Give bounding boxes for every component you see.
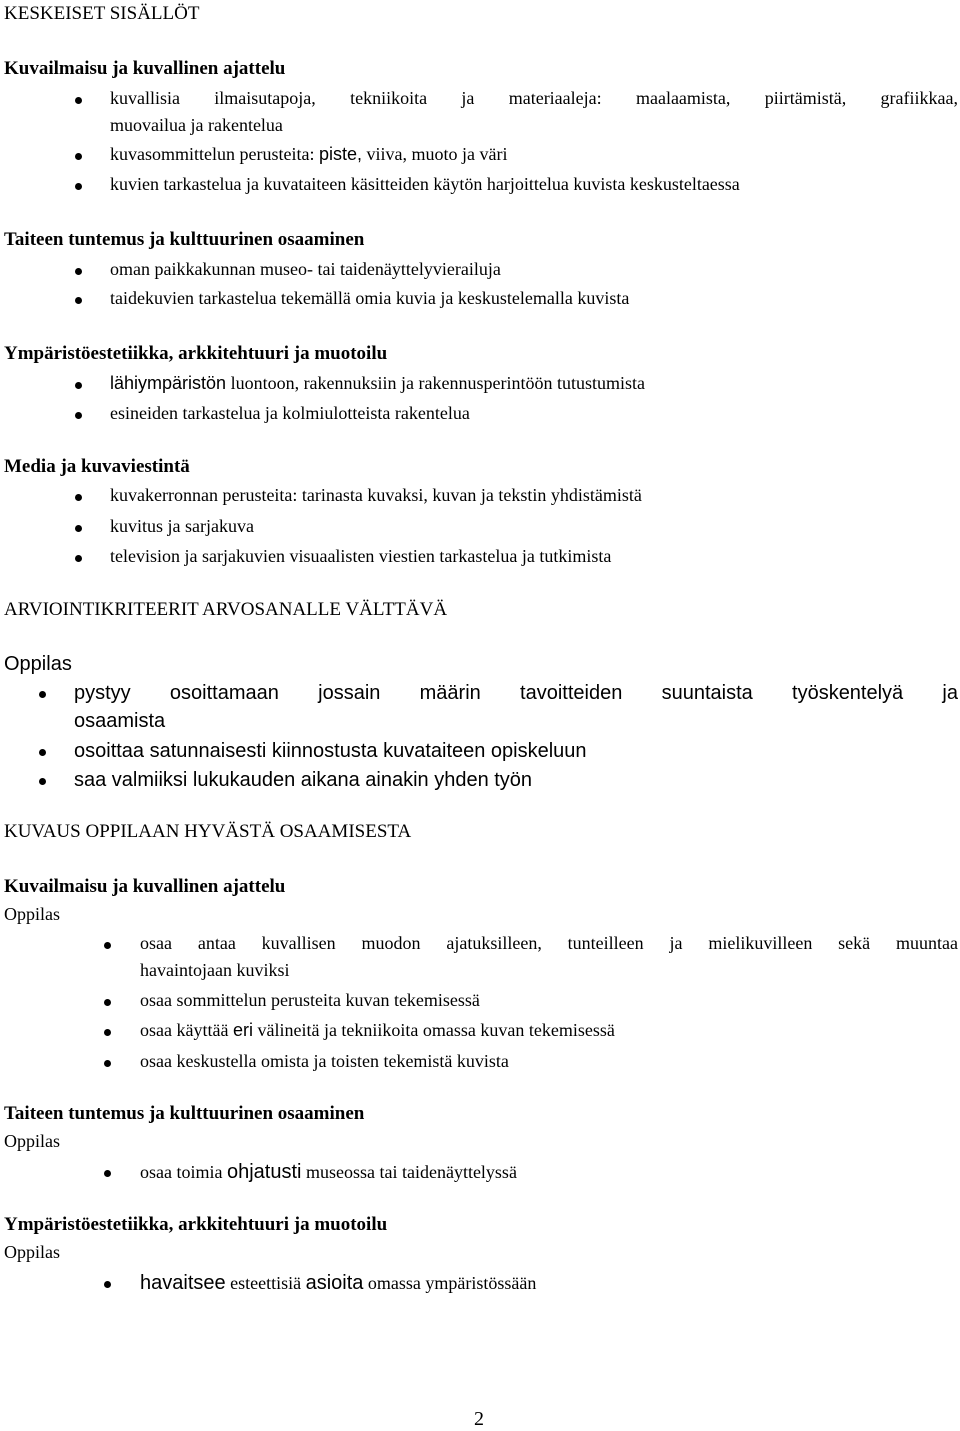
- list-item-text: välineitä ja tekniikoita omassa kuvan tekemisessä: [252, 1020, 615, 1040]
- section-heading: Ympäristöestetiikka, arkkitehtuuri ja muotoilu: [4, 343, 388, 364]
- bullet-icon: [75, 525, 82, 532]
- list-item: [140, 1161, 517, 1184]
- list-item-text: taidekuvien tarkastelua tekemällä omia kuvia ja keskustelemalla kuvista: [110, 288, 630, 308]
- list-item-text: kuvallisia ilmaisutapoja, tekniikoita ja materiaaleja: maalaamista, piirtämistä, grafiikkaa,: [110, 88, 958, 108]
- list-item-text: muovailua ja rakentelua: [110, 115, 283, 135]
- oppilas-label: Oppilas: [4, 653, 72, 675]
- bullet-icon: [104, 942, 111, 949]
- list-item: [140, 1272, 536, 1295]
- list-item-text: pystyy osoittamaan jossain määrin tavoitteiden suuntaista työskentelyä ja: [74, 682, 958, 704]
- list-item-text: osoittaa satunnaisesti kiinnostusta kuvataiteen opiskeluun: [74, 740, 587, 762]
- list-item-text: piste,: [318, 144, 362, 164]
- list-item-text: osaa sommittelun perusteita kuvan tekemisessä: [140, 990, 480, 1010]
- bullet-icon: [75, 97, 82, 104]
- section-heading: Taiteen tuntemus ja kulttuurinen osaaminen: [4, 1103, 365, 1124]
- list-item-text: viiva, muoto ja väri: [362, 144, 508, 164]
- list-item-text: saa valmiiksi lukukauden aikana ainakin yhden työn: [74, 769, 533, 791]
- list-item: [110, 373, 645, 394]
- list-item-text: esteettisiä: [225, 1273, 306, 1293]
- section-heading: Media ja kuvaviestintä: [4, 456, 190, 477]
- page-title: KESKEISET SISÄLLÖT: [4, 3, 200, 24]
- oppilas-label: Oppilas: [4, 1131, 60, 1151]
- oppilas-label: Oppilas: [4, 1242, 60, 1262]
- bullet-icon: [75, 555, 82, 562]
- list-item-text: esineiden tarkastelua ja kolmiulotteista rakentelua: [110, 403, 470, 423]
- bullet-icon: [104, 1029, 111, 1036]
- page-number: 2: [474, 1408, 484, 1430]
- list-item-text: havaitsee: [140, 1272, 226, 1294]
- list-item: [140, 1020, 615, 1041]
- good-heading: KUVAUS OPPILAAN HYVÄSTÄ OSAAMISESTA: [4, 821, 412, 842]
- list-item-text: museossa tai taidenäyttelyssä: [301, 1162, 517, 1182]
- bullet-icon: [104, 1170, 111, 1177]
- list-item-text: osaa antaa kuvallisen muodon ajatuksilleen, tunteilleen ja mielikuvilleen sekä muuntaa: [140, 933, 958, 953]
- bullet-icon: [39, 691, 46, 698]
- list-item-text: asioita: [305, 1272, 364, 1294]
- bullet-icon: [75, 494, 82, 501]
- list-item-text: havaintojaan kuviksi: [140, 960, 290, 980]
- list-item-text: osaamista: [74, 710, 166, 732]
- section-heading: Kuvailmaisu ja kuvallinen ajattelu: [4, 58, 286, 79]
- list-item-text: kuvien tarkastelua ja kuvataiteen käsitteiden käytön harjoittelua kuvista keskusteltaessa: [110, 174, 740, 194]
- bullet-icon: [75, 382, 82, 389]
- bullet-icon: [75, 297, 82, 304]
- list-item-text: luontoon, rakennuksiin ja rakennusperintöön tutustumista: [226, 373, 646, 393]
- bullet-icon: [39, 749, 46, 756]
- bullet-icon: [75, 268, 82, 275]
- list-item-text: osaa toimia: [140, 1162, 227, 1182]
- bullet-icon: [104, 999, 111, 1006]
- list-item-text: television ja sarjakuvien visuaalisten viestien tarkastelua ja tutkimista: [110, 546, 612, 566]
- criteria-heading: ARVIOINTIKRITEERIT ARVOSANALLE VÄLTTÄVÄ: [4, 599, 448, 620]
- list-item-text: kuvakerronnan perusteita: tarinasta kuvaksi, kuvan ja tekstin yhdistämistä: [110, 485, 642, 505]
- bullet-icon: [75, 412, 82, 419]
- bullet-icon: [104, 1281, 111, 1288]
- section-heading: Ympäristöestetiikka, arkkitehtuuri ja muotoilu: [4, 1214, 388, 1235]
- oppilas-label: Oppilas: [4, 904, 60, 924]
- list-item-text: osaa keskustella omista ja toisten tekemistä kuvista: [140, 1051, 509, 1071]
- section-heading: Taiteen tuntemus ja kulttuurinen osaaminen: [4, 229, 365, 250]
- list-item-text: oman paikkakunnan museo- tai taidenäyttelyvierailuja: [110, 259, 501, 279]
- bullet-icon: [75, 183, 82, 190]
- list-item-text: osaa käyttää: [140, 1020, 233, 1040]
- bullet-icon: [75, 153, 82, 160]
- list-item-text: omassa ympäristössään: [363, 1273, 537, 1293]
- list-item: [110, 144, 507, 165]
- bullet-icon: [39, 778, 46, 785]
- list-item-text: kuvitus ja sarjakuva: [110, 516, 254, 536]
- bullet-icon: [104, 1060, 111, 1067]
- list-item-text: eri: [232, 1020, 253, 1040]
- list-item-text: ohjatusti: [226, 1161, 302, 1183]
- list-item-text: kuvasommittelun perusteita:: [110, 144, 319, 164]
- section-heading: Kuvailmaisu ja kuvallinen ajattelu: [4, 876, 286, 897]
- list-item-text: lähiympäristön: [110, 373, 227, 393]
